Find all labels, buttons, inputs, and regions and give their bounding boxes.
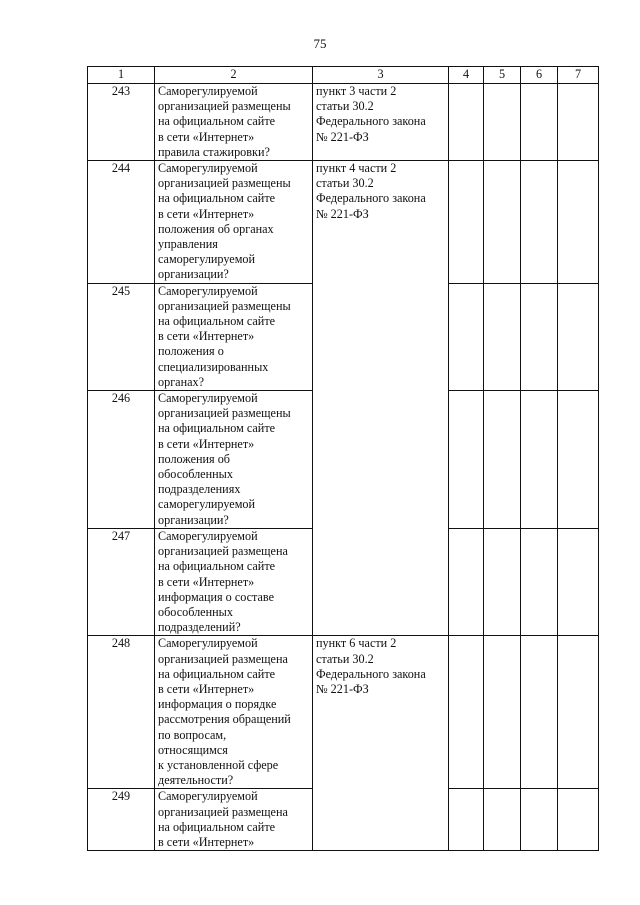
empty-cell xyxy=(521,283,558,390)
legal-reference: пункт 4 части 2 статьи 30.2 Федерального закона № 221-ФЗ xyxy=(313,161,449,636)
page-number: 75 xyxy=(313,36,327,51)
row-number: 244 xyxy=(88,161,155,284)
column-header: 6 xyxy=(521,67,558,84)
empty-cell xyxy=(558,84,599,161)
requirement-text: Саморегулируемой организацией размещена на официальном сайте в сети «Интернет» xyxy=(155,789,313,851)
row-number: 248 xyxy=(88,636,155,789)
empty-cell xyxy=(484,789,521,851)
empty-cell xyxy=(558,391,599,529)
row-number: 243 xyxy=(88,84,155,161)
column-header: 3 xyxy=(313,67,449,84)
table-row xyxy=(88,636,599,789)
empty-cell xyxy=(449,161,484,284)
empty-cell xyxy=(449,789,484,851)
requirement-text: Саморегулируемой организацией размещены на официальном сайте в сети «Интернет» положения об органах управления саморегулируемой организации? xyxy=(155,161,313,284)
empty-cell xyxy=(521,161,558,284)
column-header: 1 xyxy=(88,67,155,84)
column-header: 2 xyxy=(155,67,313,84)
empty-cell xyxy=(449,391,484,529)
empty-cell xyxy=(484,528,521,635)
empty-cell xyxy=(449,283,484,390)
empty-cell xyxy=(521,528,558,635)
table-row xyxy=(88,84,599,161)
empty-cell xyxy=(521,789,558,851)
row-number: 245 xyxy=(88,283,155,390)
row-number: 249 xyxy=(88,789,155,851)
requirement-text: Саморегулируемой организацией размещены на официальном сайте в сети «Интернет» правила стажировки? xyxy=(155,84,313,161)
empty-cell xyxy=(558,283,599,390)
requirement-text: Саморегулируемой организацией размещена на официальном сайте в сети «Интернет» информация о составе обособленных подразделений? xyxy=(155,528,313,635)
empty-cell xyxy=(449,636,484,789)
empty-cell xyxy=(449,528,484,635)
legal-reference: пункт 3 части 2 статьи 30.2 Федерального закона № 221-ФЗ xyxy=(313,84,449,161)
header-row xyxy=(88,67,599,84)
table-row xyxy=(88,161,599,284)
column-header: 4 xyxy=(449,67,484,84)
empty-cell xyxy=(484,283,521,390)
column-header: 7 xyxy=(558,67,599,84)
empty-cell xyxy=(484,636,521,789)
empty-cell xyxy=(449,84,484,161)
requirement-text: Саморегулируемой организацией размещены на официальном сайте в сети «Интернет» положения о специализированных органах? xyxy=(155,283,313,390)
legal-reference: пункт 6 части 2 статьи 30.2 Федерального закона № 221-ФЗ xyxy=(313,636,449,851)
empty-cell xyxy=(484,391,521,529)
column-header: 5 xyxy=(484,67,521,84)
empty-cell xyxy=(558,528,599,635)
requirement-text: Саморегулируемой организацией размещена на официальном сайте в сети «Интернет» информация о порядке рассмотрения обращений по вопросам, относящимся к установленной сфере деятельности? xyxy=(155,636,313,789)
empty-cell xyxy=(521,636,558,789)
empty-cell xyxy=(558,789,599,851)
requirements-table xyxy=(87,66,599,851)
empty-cell xyxy=(558,161,599,284)
requirement-text: Саморегулируемой организацией размещены на официальном сайте в сети «Интернет» положения об обособленных подразделениях саморегулируемой организации? xyxy=(155,391,313,529)
empty-cell xyxy=(484,161,521,284)
row-number: 246 xyxy=(88,391,155,529)
row-number: 247 xyxy=(88,528,155,635)
empty-cell xyxy=(484,84,521,161)
empty-cell xyxy=(521,84,558,161)
empty-cell xyxy=(558,636,599,789)
empty-cell xyxy=(521,391,558,529)
